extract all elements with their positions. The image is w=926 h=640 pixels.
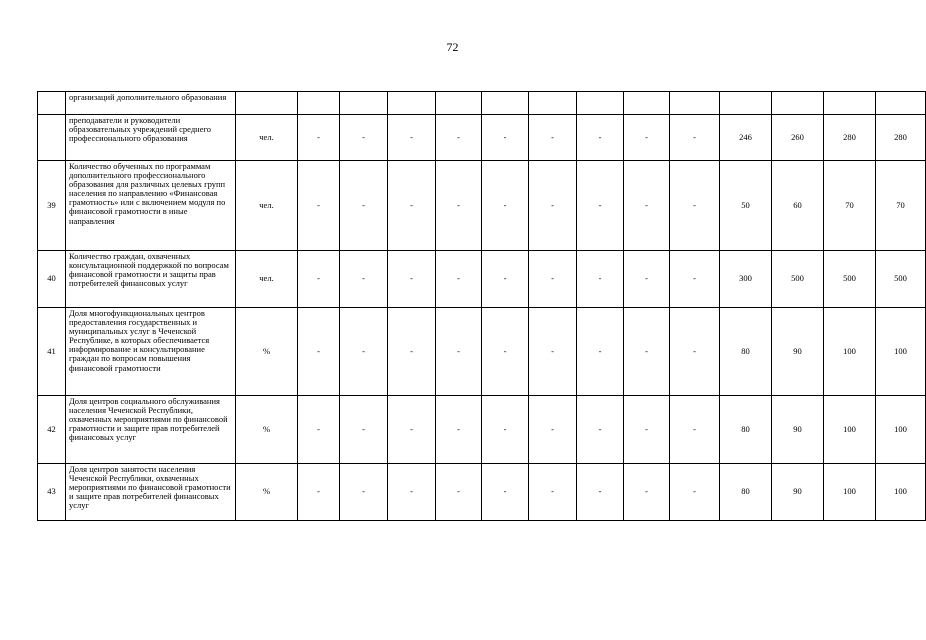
value-cell: - [436, 161, 482, 251]
value-cell: 100 [824, 308, 876, 396]
value-cell [388, 92, 436, 115]
value-cell: - [436, 115, 482, 161]
value-cell: - [529, 464, 577, 521]
row-number-cell [38, 115, 66, 161]
value-cell: - [298, 308, 340, 396]
value-cell: - [577, 396, 624, 464]
value-cell: 260 [772, 115, 824, 161]
value-cell: - [624, 161, 670, 251]
indicator-description-cell: Количество обученных по программам дополнительного профессионального образования для различных целевых групп населения по направлению «Финансовая грамотность» или с включением модуля по финансовой грамотности в иные направления [66, 161, 236, 251]
value-cell: - [482, 308, 529, 396]
value-cell: 70 [824, 161, 876, 251]
value-cell: - [436, 464, 482, 521]
value-cell: - [436, 308, 482, 396]
value-cell: - [298, 464, 340, 521]
unit-cell: % [236, 396, 298, 464]
value-cell: - [340, 396, 388, 464]
value-cell: 90 [772, 308, 824, 396]
indicator-description-cell: Доля центров социального обслуживания населения Чеченской Республики, охваченных мероприятиями по финансовой грамотности и защите прав потребителей финансовых услуг [66, 396, 236, 464]
value-cell: - [340, 115, 388, 161]
row-number-cell: 42 [38, 396, 66, 464]
value-cell: - [436, 251, 482, 308]
value-cell [876, 92, 926, 115]
page-number: 72 [446, 40, 459, 54]
value-cell [436, 92, 482, 115]
value-cell: - [577, 161, 624, 251]
value-cell: - [624, 464, 670, 521]
indicator-description-cell: преподаватели и руководители образовательных учреждений среднего профессионального образования [66, 115, 236, 161]
value-cell: - [529, 251, 577, 308]
value-cell: 70 [876, 161, 926, 251]
table-row [38, 308, 926, 396]
table-row [38, 396, 926, 464]
unit-cell: % [236, 464, 298, 521]
indicators-table [37, 91, 926, 521]
value-cell: 100 [824, 464, 876, 521]
value-cell: - [388, 251, 436, 308]
value-cell: 80 [720, 308, 772, 396]
value-cell: 246 [720, 115, 772, 161]
value-cell: - [436, 396, 482, 464]
value-cell [482, 92, 529, 115]
value-cell: - [577, 115, 624, 161]
row-number-cell: 39 [38, 161, 66, 251]
unit-cell: % [236, 308, 298, 396]
value-cell: - [670, 161, 720, 251]
value-cell: - [670, 396, 720, 464]
row-number-cell: 43 [38, 464, 66, 521]
table-row [38, 251, 926, 308]
value-cell: - [388, 464, 436, 521]
unit-cell: чел. [236, 161, 298, 251]
value-cell: 280 [824, 115, 876, 161]
value-cell: - [482, 161, 529, 251]
row-number-cell: 41 [38, 308, 66, 396]
value-cell: 100 [824, 396, 876, 464]
value-cell: - [529, 115, 577, 161]
value-cell [298, 92, 340, 115]
table-row [38, 464, 926, 521]
value-cell: - [529, 308, 577, 396]
value-cell: - [388, 396, 436, 464]
value-cell [824, 92, 876, 115]
value-cell: 100 [876, 464, 926, 521]
value-cell: - [670, 464, 720, 521]
value-cell: - [388, 115, 436, 161]
value-cell: 500 [824, 251, 876, 308]
unit-cell: чел. [236, 115, 298, 161]
value-cell: 500 [876, 251, 926, 308]
value-cell: - [340, 161, 388, 251]
table-row [38, 115, 926, 161]
value-cell: - [670, 251, 720, 308]
value-cell [624, 92, 670, 115]
table-row [38, 92, 926, 115]
value-cell: - [340, 251, 388, 308]
value-cell [720, 92, 772, 115]
value-cell: 280 [876, 115, 926, 161]
value-cell: - [482, 396, 529, 464]
value-cell: 300 [720, 251, 772, 308]
value-cell: - [298, 396, 340, 464]
value-cell [529, 92, 577, 115]
value-cell: 50 [720, 161, 772, 251]
indicator-description-cell: Доля многофункциональных центров предоставления государственных и муниципальных услуг в Чеченской Республике, в которых обеспечивается информирование и консультирование граждан по вопросам повышения финансовой грамотности [66, 308, 236, 396]
value-cell: 90 [772, 464, 824, 521]
value-cell: - [624, 308, 670, 396]
value-cell: - [670, 115, 720, 161]
value-cell: 60 [772, 161, 824, 251]
value-cell: - [340, 308, 388, 396]
value-cell [670, 92, 720, 115]
value-cell: 90 [772, 396, 824, 464]
value-cell: - [388, 161, 436, 251]
table-row [38, 161, 926, 251]
row-number-cell: 40 [38, 251, 66, 308]
value-cell: - [482, 251, 529, 308]
value-cell: - [298, 161, 340, 251]
value-cell: - [577, 251, 624, 308]
value-cell [772, 92, 824, 115]
value-cell: - [624, 251, 670, 308]
value-cell: - [482, 464, 529, 521]
value-cell: 100 [876, 396, 926, 464]
indicator-description-cell: организаций дополнительного образования [66, 92, 236, 115]
indicator-description-cell: Доля центров занятости населения Чеченской Республики, охваченных мероприятиями по финансовой грамотности и защите прав потребителей финансовых услуг [66, 464, 236, 521]
unit-cell [236, 92, 298, 115]
value-cell: - [298, 115, 340, 161]
value-cell: - [670, 308, 720, 396]
value-cell: - [529, 396, 577, 464]
value-cell: - [482, 115, 529, 161]
value-cell [340, 92, 388, 115]
value-cell: 100 [876, 308, 926, 396]
value-cell: - [388, 308, 436, 396]
value-cell: - [624, 396, 670, 464]
value-cell: - [624, 115, 670, 161]
value-cell: - [577, 464, 624, 521]
value-cell: 80 [720, 464, 772, 521]
value-cell: 500 [772, 251, 824, 308]
value-cell [577, 92, 624, 115]
row-number-cell [38, 92, 66, 115]
value-cell: 80 [720, 396, 772, 464]
value-cell: - [577, 308, 624, 396]
unit-cell: чел. [236, 251, 298, 308]
value-cell: - [340, 464, 388, 521]
value-cell: - [529, 161, 577, 251]
indicator-description-cell: Количество граждан, охваченных консультационной поддержкой по вопросам финансовой грамотности и защиты прав потребителей финансовых услуг [66, 251, 236, 308]
value-cell: - [298, 251, 340, 308]
